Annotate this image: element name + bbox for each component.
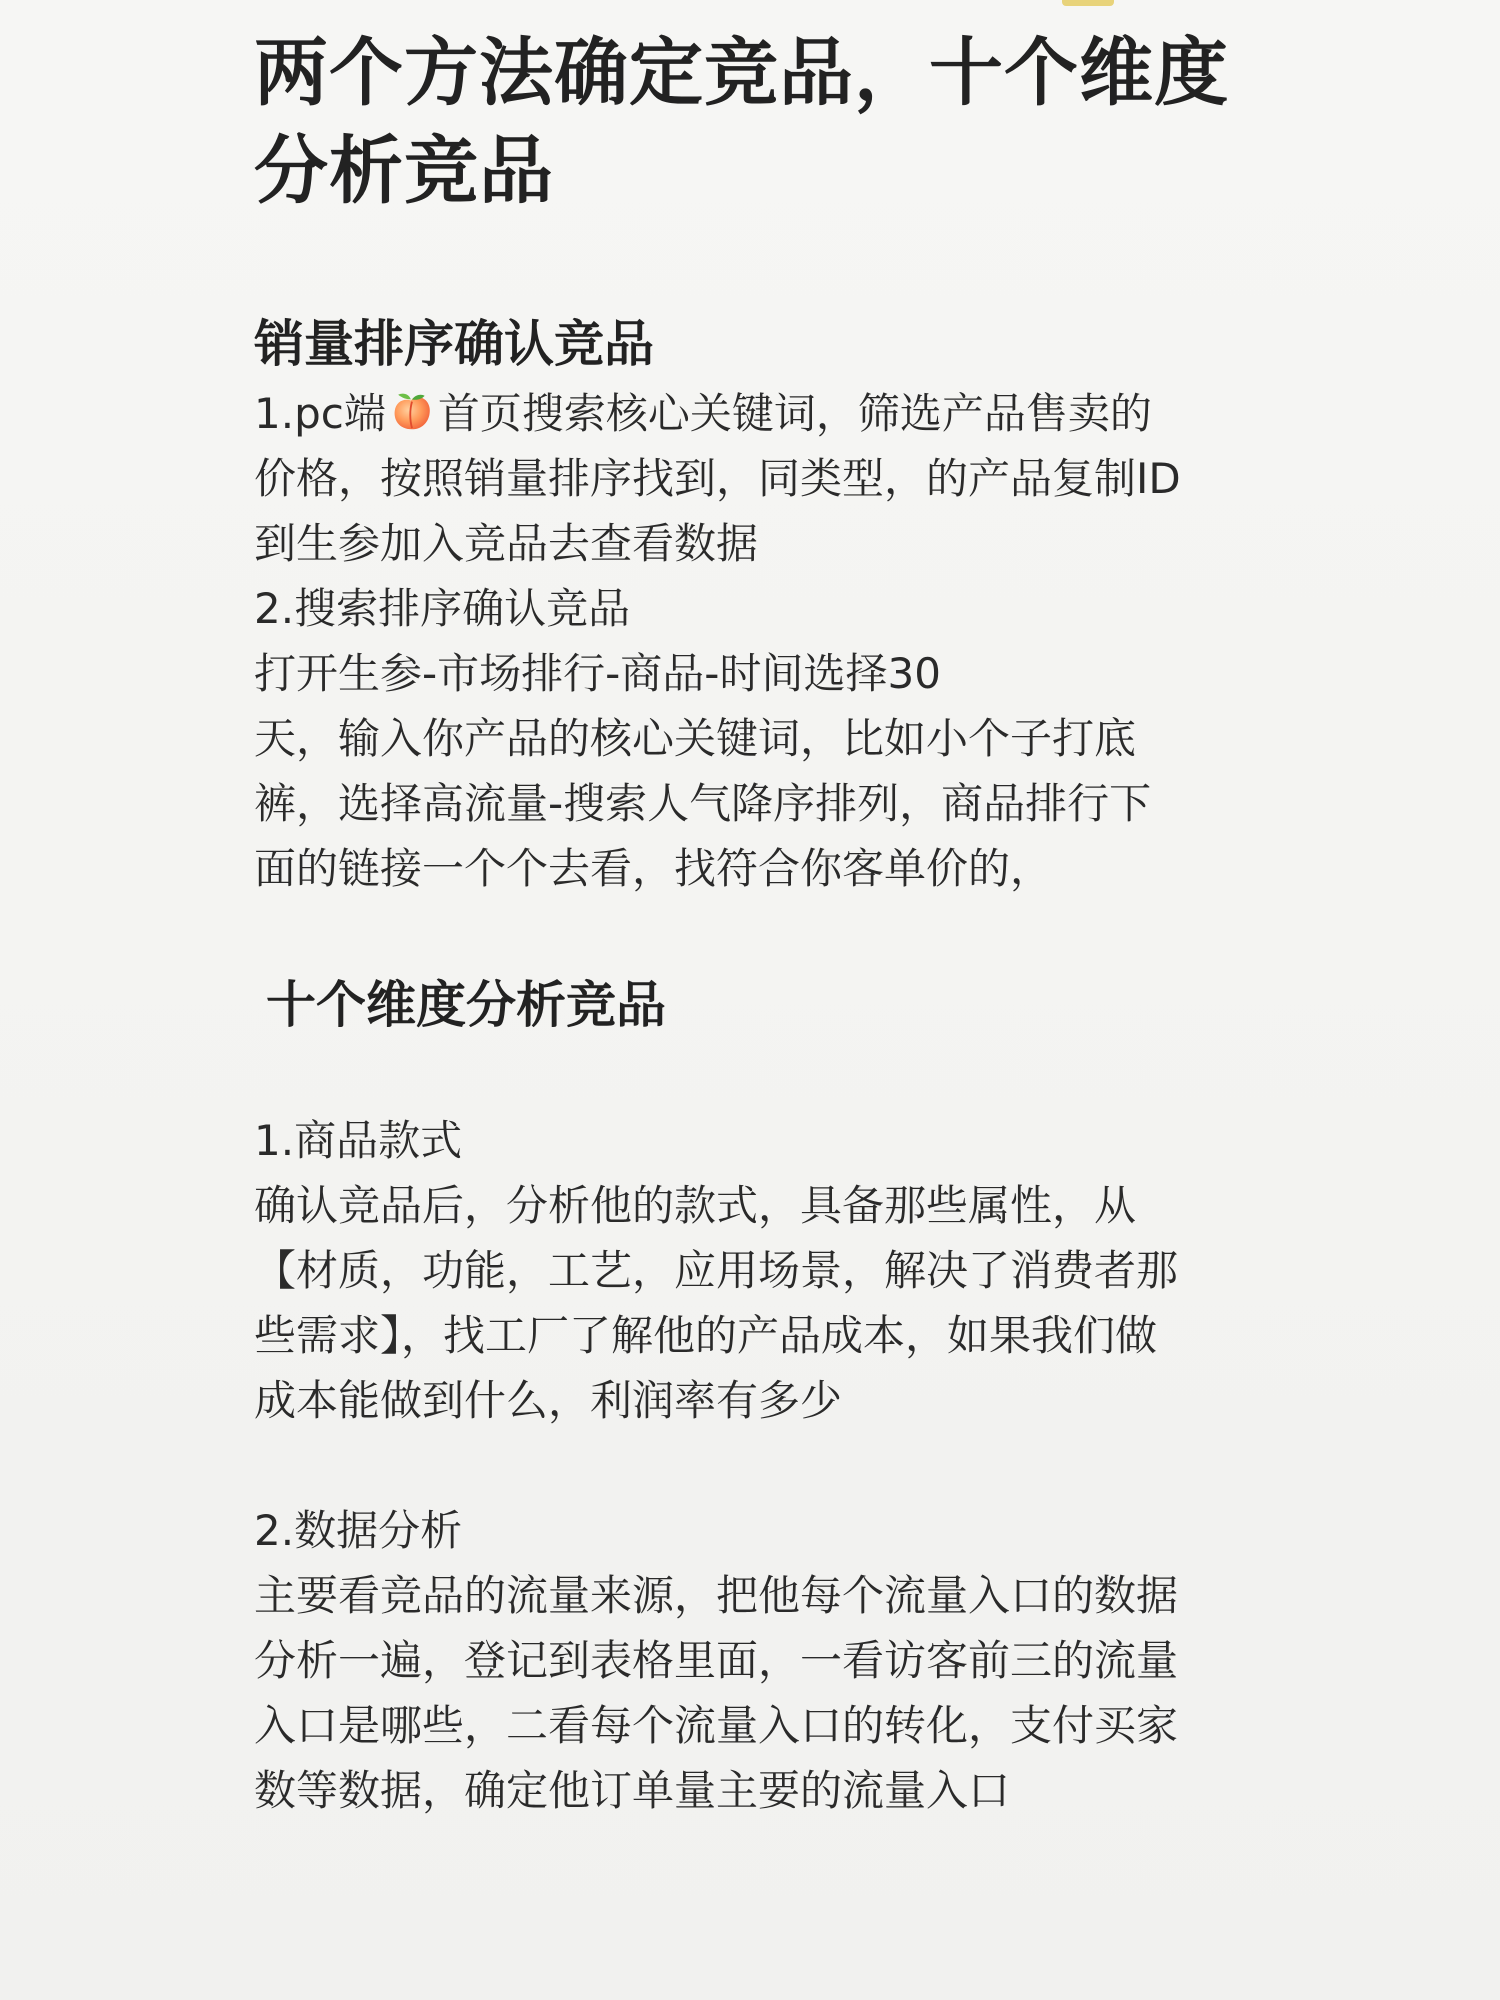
section-heading-sales-sort: 销量排序确认竞品 [254,315,654,373]
paragraph-line [254,381,1264,446]
paragraph-line: 些需求】，找工厂了解他的产品成本，如果我们做 [254,1311,1158,1360]
paragraph-line: 面的链接一个个去看，找符合你客单价的， [254,844,1053,893]
paragraph-line: 确认竞品后，分析他的款式，具备那些属性，从 [254,1181,1137,1230]
paragraph-line: 入口是哪些，二看每个流量入口的转化，支付买家 [254,1701,1179,1750]
paragraph-line: 分析一遍，登记到表格里面，一看访客前三的流量 [254,1636,1179,1685]
paragraph-line: 到生参加入竞品去查看数据 [254,519,759,568]
list-item-title: 2.数据分析 [254,1506,463,1555]
list-item-title: 2.搜索排序确认竞品 [254,584,631,633]
section-heading-ten-dimensions: 十个维度分析竞品 [266,976,666,1034]
spacer [254,220,1264,312]
paragraph-line: 主要看竞品的流量来源，把他每个流量入口的数据 [254,1571,1179,1620]
spacer [254,1433,1264,1498]
text-run: 首页搜索核心关键词，筛选产品售卖的 [437,389,1152,438]
spacer [254,1037,1264,1108]
paragraph-line: 数等数据，确定他订单量主要的流量入口 [254,1766,1011,1815]
article-content [254,24,1264,1823]
page-title [254,24,1264,220]
list-item-title: 1.商品款式 [254,1116,463,1165]
paragraph-line: 成本能做到什么，利润率有多少 [254,1376,843,1425]
title-line-1: 两个方法确定竞品，十个维度 [254,30,1229,116]
paragraph-line: 天，输入你产品的核心关键词，比如小个子打底 [254,714,1137,763]
paragraph-line: 【材质，功能，工艺，应用场景，解决了消费者那 [254,1246,1179,1295]
paragraph-line: 价格，按照销量排序找到，同类型，的产品复制ID [254,454,1181,503]
title-line-2: 分析竞品 [254,128,554,214]
top-accent-bar [1062,0,1114,6]
spacer [254,901,1264,973]
paragraph-line: 打开生参-市场排行-商品-时间选择30 [254,649,941,698]
paragraph-line: 裤，选择高流量-搜索人气降序排列，商品排行下 [254,779,1152,828]
peach-icon [389,389,435,435]
text-run: 1.pc端 [254,389,386,438]
